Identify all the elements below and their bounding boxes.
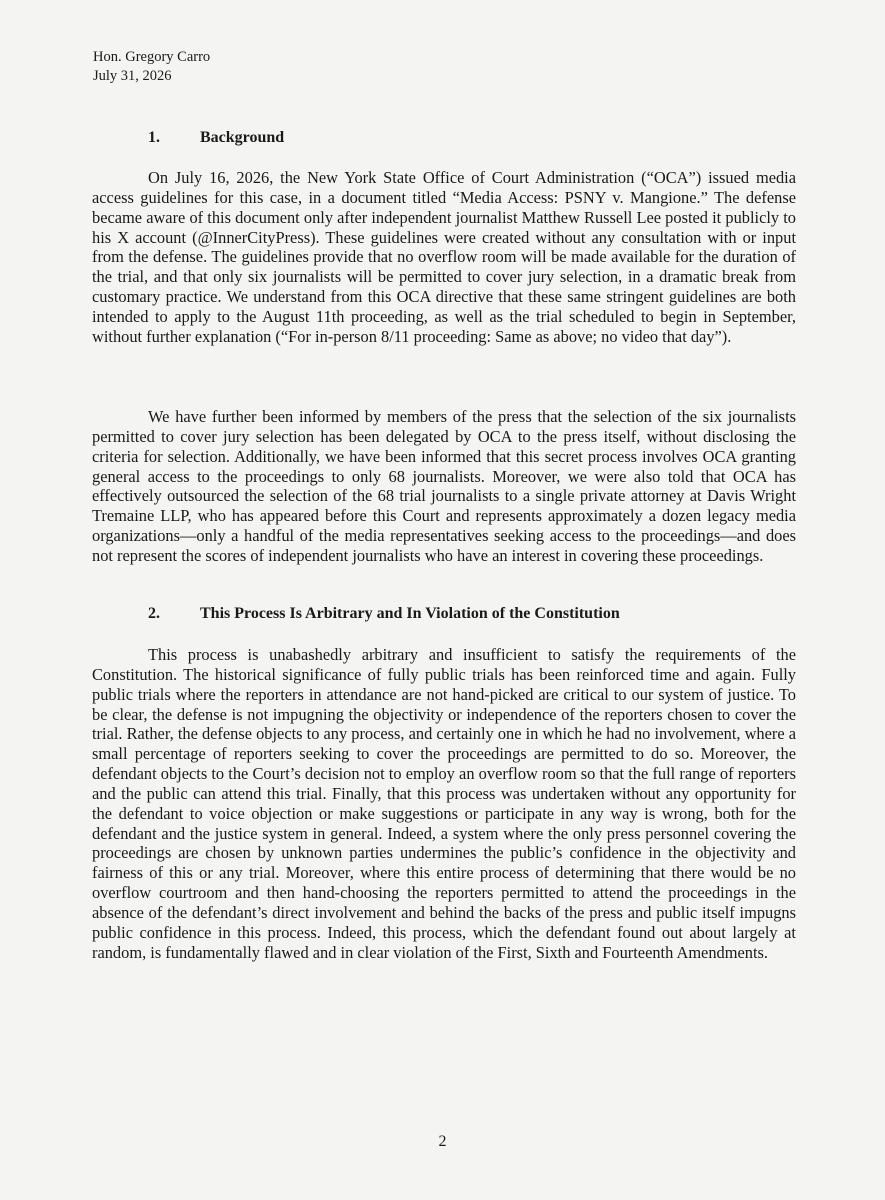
recipient-name: Hon. Gregory Carro xyxy=(93,49,211,65)
section-number: 1. xyxy=(148,129,160,146)
section-number: 2. xyxy=(148,605,160,622)
section-title: Background xyxy=(200,129,285,146)
section-heading-constitution xyxy=(148,604,620,624)
section-title: This Process Is Arbitrary and In Violation of the Constitution xyxy=(200,605,620,622)
section-heading-background xyxy=(148,128,284,148)
letter-header xyxy=(93,48,210,86)
letter-date: July 31, 2026 xyxy=(93,68,172,84)
constitution-paragraph-1: This process is unabashedly arbitrary and insufficient to satisfy the requirements of the Constitution. The historical significance of fully public trials has been reinforced time and again. Fully public trials where the reporters in attendance are not hand-picked are critical to our system of justice. To be clear, the defense is not impugning the objectivity or independence of the reporters chosen to cover the trial. Rather, the defense objects to any process, and certainly one in which he had no involvement, where a small percentage of reporters seeking to cover the proceedings are permitted to do so. Moreover, the defendant objects to the Court’s decision not to employ an overflow room so that the full range of reporters and the public can attend this trial. Finally, that this process was undertaken without any opportunity for the defendant to voice objection or make suggestions or participate in any way is wrong, both for the defendant and the justice system in general. Indeed, a system where the only press personnel covering the proceedings are chosen by unknown parties undermines the public’s confidence in the objectivity and fairness of this or any trial. Moreover, where this entire process of determining that there would be no overflow courtroom and then hand-choosing the reporters permitted to attend the proceedings in the absence of the defendant’s direct involvement and behind the backs of the press and public itself impugns public confidence in this process. Indeed, this process, which the defendant found out about largely at random, is fundamentally flawed and in clear violation of the First, Sixth and Fourteenth Amendments. xyxy=(92,645,796,962)
background-paragraph-1: On July 16, 2026, the New York State Office of Court Administration (“OCA”) issued media access guidelines for this case, in a document titled “Media Access: PSNY v. Mangione.” The defense became aware of this document only after independent journalist Matthew Russell Lee posted it publicly to his X account (@InnerCityPress). These guidelines were created without any consultation with or input from the defense. The guidelines provide that no overflow room will be made available for the duration of the trial, and that only six journalists will be permitted to cover jury selection, in a dramatic break from customary practice. We understand from this OCA directive that these same stringent guidelines are both intended to apply to the August 11th proceeding, as well as the trial scheduled to begin in September, without further explanation (“For in-person 8/11 proceeding: Same as above; no video that day”). xyxy=(92,168,796,346)
background-paragraph-2: We have further been informed by members of the press that the selection of the six journalists permitted to cover jury selection has been delegated by OCA to the press itself, without disclosing the criteria for selection. Additionally, we have been informed that this secret process involves OCA granting general access to the proceedings to only 68 journalists. Moreover, we were also told that OCA has effectively outsourced the selection of the 68 trial journalists to a single private attorney at Davis Wright Tremaine LLP, who has appeared before this Court and represents approximately a dozen legacy media organizations—only a handful of the media representatives seeking access to the proceedings—and does not represent the scores of independent journalists who have an interest in covering these proceedings. xyxy=(92,407,796,565)
page-number: 2 xyxy=(438,1133,447,1150)
